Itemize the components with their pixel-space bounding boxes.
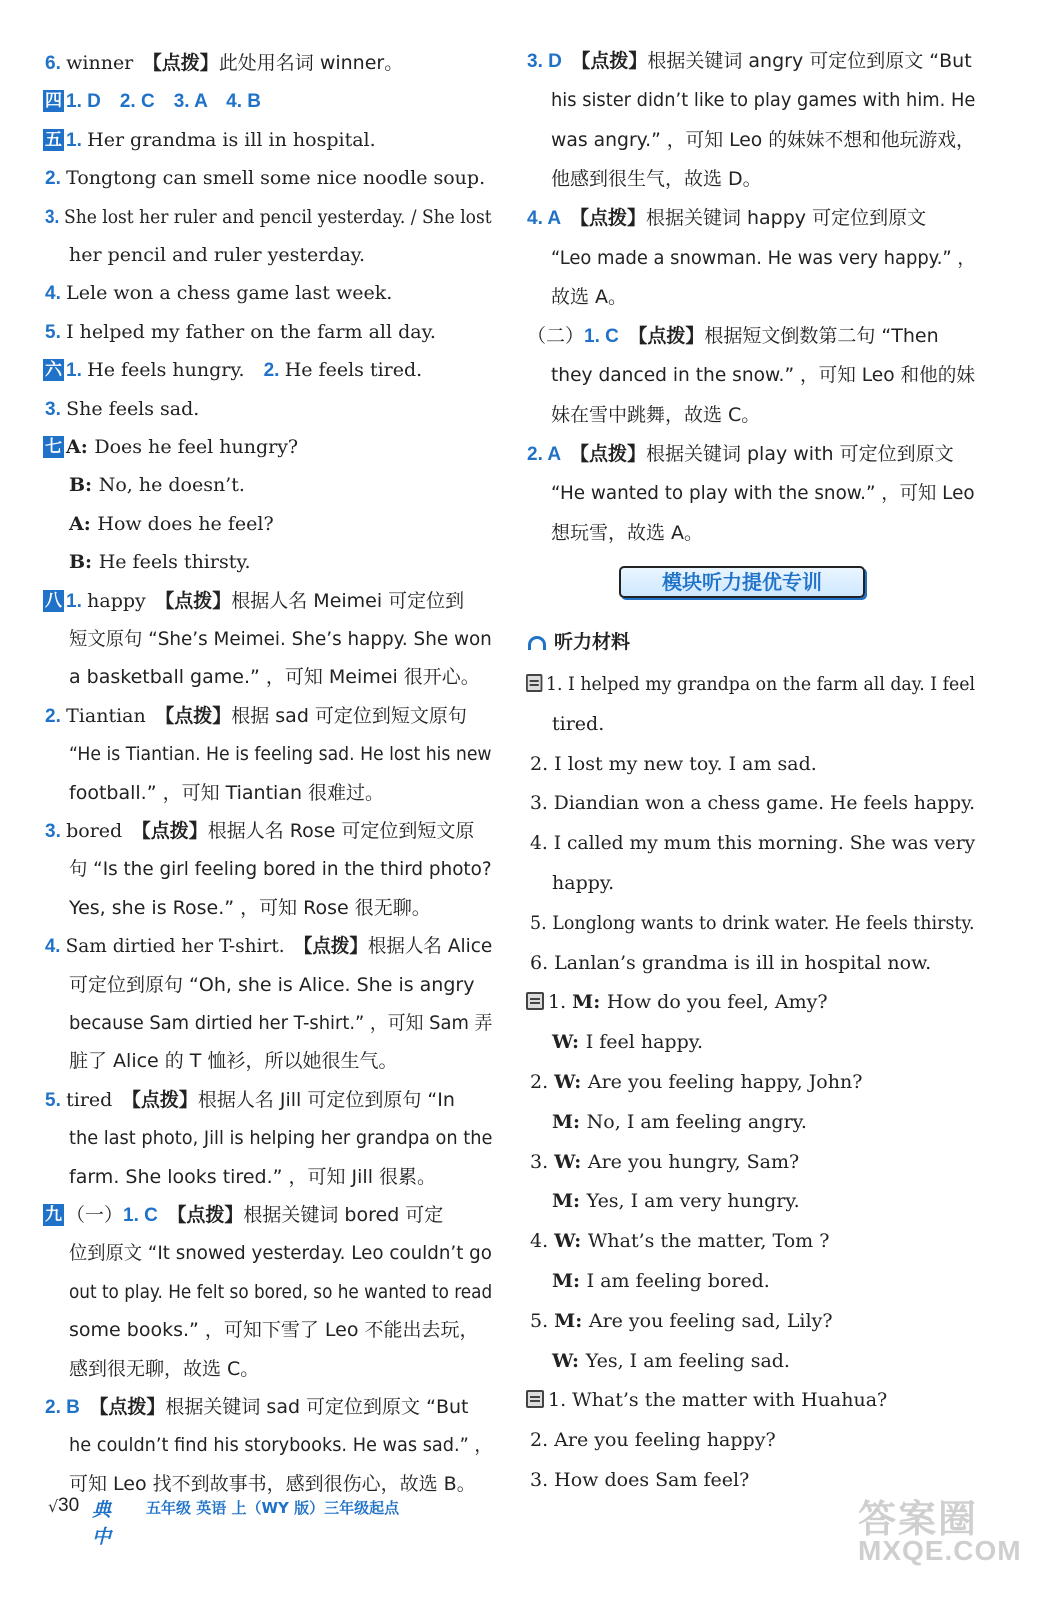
text-span: 脏了 Alice 的 T 恤衫，所以她很生气。 xyxy=(69,1050,398,1073)
question-group-icon xyxy=(526,1390,544,1408)
text-line xyxy=(69,1356,259,1382)
text-span: 1. xyxy=(66,360,88,382)
text-line xyxy=(552,1348,790,1374)
text-span: 4. xyxy=(45,283,67,305)
text-span: 【点拨】 xyxy=(152,52,219,74)
text-span: W: xyxy=(554,1150,588,1173)
text-span: 想玩雪，故选 A。 xyxy=(551,521,704,544)
text-span: 根据 sad 可定位到短文原句 xyxy=(231,704,467,727)
text-span: Her grandma is ill in hospital. xyxy=(87,128,376,151)
text-span: She lost her ruler and pencil yesterday. / She lost xyxy=(63,205,492,228)
text-line xyxy=(69,1279,492,1305)
text-span: 根据关键词 sad 可定位到原文 “But xyxy=(165,1396,469,1418)
text-span: 5. xyxy=(530,1309,555,1332)
text-span: some books.” ，可知下雪了 Leo 不能出去玩， xyxy=(69,1319,479,1342)
text-line xyxy=(69,780,384,806)
text-span: 3. xyxy=(530,1150,555,1173)
text-line xyxy=(43,357,422,384)
text-span: tired xyxy=(66,1088,132,1111)
text-span: 2. xyxy=(530,1071,555,1093)
text-span: Tongtong can smell some nice noodle soup. xyxy=(66,167,486,190)
text-line xyxy=(526,1387,887,1413)
text-line xyxy=(43,1202,443,1229)
text-span: “Leo made a snowman. He was very happy.” ， xyxy=(551,246,976,269)
text-line xyxy=(530,950,931,976)
text-line xyxy=(551,166,762,192)
text-line xyxy=(43,588,464,615)
text-span: I am feeling bored. xyxy=(586,1270,770,1292)
section-number-badge: 四 xyxy=(45,91,62,112)
text-span: W: xyxy=(554,1071,588,1093)
text-span: How does he feel? xyxy=(97,512,274,535)
text-span: 1. xyxy=(66,590,88,612)
text-line xyxy=(69,1164,436,1190)
watermark-url: MXQE.COM xyxy=(858,1535,1022,1566)
text-span: He feels tired. xyxy=(284,359,423,382)
text-line xyxy=(69,1048,397,1074)
text-span: 根据人名 Rose 可定位到短文原 xyxy=(207,820,475,842)
text-span: 6. Lanlan’s grandma is ill in hospital now. xyxy=(530,951,932,974)
text-span: football.” ，可知 Tiantian 很难过。 xyxy=(69,781,385,804)
text-span: M: xyxy=(572,991,607,1014)
text-span: tired. xyxy=(552,712,605,735)
text-span: 4. I called my mum this morning. She was very xyxy=(530,832,976,855)
text-line xyxy=(69,895,431,921)
text-line xyxy=(526,989,828,1015)
text-span: How do you feel, Amy? xyxy=(606,991,828,1014)
text-line xyxy=(45,280,392,307)
question-group-icon xyxy=(526,992,544,1010)
text-line xyxy=(530,1467,749,1493)
section-number-badge: 五 xyxy=(45,129,62,150)
text-span: 根据关键词 happy 可定位到原文 xyxy=(645,207,927,230)
text-span: M: xyxy=(552,1190,587,1213)
text-span: No, he doesn’t. xyxy=(98,474,245,497)
text-span: Lele won a chess game last week. xyxy=(66,282,393,305)
text-line xyxy=(527,323,939,350)
section-number-badge: 九 xyxy=(45,1205,62,1225)
text-span: 2. A xyxy=(527,444,580,465)
text-line xyxy=(552,1188,800,1214)
text-line xyxy=(551,362,975,388)
text-line xyxy=(530,751,817,777)
text-line xyxy=(551,127,975,153)
text-span: Are you hungry, Sam? xyxy=(587,1150,800,1173)
text-span: 4. xyxy=(45,936,66,958)
text-span: 2. Are you feeling happy? xyxy=(530,1429,776,1452)
text-span: 1. C xyxy=(123,1205,177,1226)
text-line xyxy=(69,1125,492,1151)
text-span: B: xyxy=(69,474,99,497)
text-span: 【点拨】 xyxy=(131,1088,198,1111)
text-span: 【点拨】 xyxy=(579,443,646,465)
text-line xyxy=(45,703,467,730)
text-span: W: xyxy=(552,1031,586,1054)
text-span: 5. xyxy=(45,1089,67,1111)
text-line xyxy=(69,1471,476,1497)
text-span: they danced in the snow.” ，可知 Leo 和他的妹 xyxy=(551,364,975,387)
text-span: 4. xyxy=(530,1230,555,1253)
text-span: I helped my father on the farm all day. xyxy=(66,320,436,343)
text-span: 他感到很生气，故选 D。 xyxy=(551,167,762,190)
text-span: Does he feel hungry? xyxy=(94,436,299,458)
text-line xyxy=(551,520,703,546)
text-line xyxy=(69,511,274,537)
text-span: 【点拨】 xyxy=(580,50,648,72)
text-line xyxy=(45,165,485,192)
text-span: 根据关键词 angry 可定位到原文 “But xyxy=(647,50,972,72)
text-line xyxy=(69,1317,479,1343)
text-span: She feels sad. xyxy=(66,397,200,420)
text-span: I feel happy. xyxy=(585,1031,704,1054)
text-span: 故选 A。 xyxy=(551,285,628,308)
text-line xyxy=(551,245,975,271)
text-line xyxy=(552,1029,703,1055)
headphones-icon xyxy=(528,636,546,650)
text-line xyxy=(69,1010,492,1036)
text-span: 根据人名 Jill 可定位到原句 “In xyxy=(197,1088,455,1111)
text-span: happy xyxy=(87,589,165,612)
text-span: her pencil and ruler yesterday. xyxy=(69,244,366,266)
question-group-icon xyxy=(526,674,542,692)
text-span: a basketball game.” ，可知 Meimei 很开心。 xyxy=(69,666,480,689)
text-span: 位到原文 “It snowed yesterday. Leo couldn’t go xyxy=(69,1242,492,1265)
text-line xyxy=(552,870,614,896)
text-line xyxy=(69,741,492,767)
brand-logo: 典中 xyxy=(92,1499,112,1548)
text-line xyxy=(527,441,954,468)
text-span: 3. xyxy=(45,821,67,842)
text-span: M: xyxy=(552,1270,587,1292)
text-span: 可定位到原句 “Oh, she is Alice. She is angry xyxy=(69,973,475,996)
text-span: 【点拨】 xyxy=(303,935,368,958)
text-span: 妹在雪中跳舞，故选 C。 xyxy=(551,403,761,426)
text-span: 2. I lost my new toy. I am sad. xyxy=(530,752,817,775)
text-line xyxy=(552,1109,807,1135)
listening-heading xyxy=(528,629,630,655)
text-span: 根据人名 Alice xyxy=(367,935,493,958)
text-span: 1. xyxy=(548,991,573,1014)
text-span: M: xyxy=(554,1309,589,1332)
text-line xyxy=(69,242,365,268)
text-span: “He wanted to play with the snow.” ，可知 Leo xyxy=(551,482,975,505)
text-line xyxy=(552,711,604,737)
text-line xyxy=(530,830,975,856)
text-line xyxy=(45,319,436,346)
text-line xyxy=(527,205,926,232)
text-span: He feels thirsty. xyxy=(98,551,251,574)
text-line xyxy=(530,1427,776,1453)
text-span: out to play. He felt so bored, so he wanted to read xyxy=(69,1280,493,1303)
text-span: （一） xyxy=(66,1204,124,1226)
text-span: 3. D xyxy=(527,51,581,72)
text-span: Yes, I am feeling sad. xyxy=(585,1349,790,1372)
text-span: What’s the matter, Tom ? xyxy=(587,1230,830,1253)
text-line xyxy=(45,1394,468,1421)
text-span: 2. B xyxy=(45,1397,99,1418)
text-span: 【点拨】 xyxy=(176,1204,244,1226)
text-line xyxy=(526,671,975,697)
text-span: He feels hungry. xyxy=(87,359,264,382)
text-line xyxy=(43,127,376,154)
text-span: Tiantian xyxy=(66,704,165,727)
text-span: 根据关键词 play with 可定位到原文 xyxy=(645,443,954,465)
text-span: W: xyxy=(552,1349,586,1372)
text-span: W: xyxy=(554,1230,588,1253)
text-span: his sister didn’t like to play games with him. He xyxy=(551,89,976,112)
text-line xyxy=(551,480,975,506)
text-line xyxy=(69,1432,492,1458)
text-span: Are you feeling happy, John? xyxy=(587,1071,863,1093)
text-span: （二） xyxy=(527,325,585,348)
text-span: winner xyxy=(66,52,153,74)
text-span: 2. xyxy=(45,705,67,727)
text-line xyxy=(69,972,474,998)
text-span: 此处用名词 winner。 xyxy=(218,52,404,74)
text-span: 句 “Is the girl feeling bored in the third photo? xyxy=(69,858,492,881)
text-span: 【点拨】 xyxy=(579,207,646,230)
text-line xyxy=(45,204,492,231)
text-span: 【点拨】 xyxy=(98,1396,166,1418)
text-line xyxy=(69,549,251,575)
text-line xyxy=(69,472,245,498)
text-line xyxy=(551,87,975,113)
text-span: 【点拨】 xyxy=(141,820,208,842)
text-span: 4. A xyxy=(527,208,580,230)
text-span: 可知 Leo 找不到故事书，感到很伤心，故选 B。 xyxy=(69,1472,476,1495)
section-number-badge: 七 xyxy=(45,437,62,457)
check-mark-icon: √ xyxy=(48,1497,59,1516)
watermark-logo: 答案圈 xyxy=(858,1497,979,1541)
text-span: Yes, she is Rose.” ，可知 Rose 很无聊。 xyxy=(69,896,431,919)
page-number: 30 xyxy=(58,1495,80,1516)
text-span: the last photo, Jill is helping her grandpa on the xyxy=(69,1127,493,1150)
text-span: 【点拨】 xyxy=(164,589,232,612)
section-number-badge: 六 xyxy=(45,360,62,381)
text-line xyxy=(530,790,975,816)
text-span: 根据短文倒数第二句 “Then xyxy=(704,325,939,348)
text-line xyxy=(527,48,972,75)
text-span: 3. How does Sam feel? xyxy=(530,1469,750,1491)
section-number-badge: 八 xyxy=(45,590,62,611)
text-line xyxy=(43,88,261,115)
text-line xyxy=(69,664,480,690)
text-line xyxy=(551,284,627,310)
text-span: Yes, I am very hungry. xyxy=(586,1190,800,1213)
text-span: farm. She looks tired.” ，可知 Jill 很累。 xyxy=(69,1165,437,1188)
text-span: 5. xyxy=(45,321,67,343)
text-span: 3. Diandian won a chess game. He feels happy. xyxy=(530,792,976,815)
text-span: B: xyxy=(69,551,99,574)
text-line xyxy=(552,1268,770,1294)
text-span: 根据人名 Meimei 可定位到 xyxy=(231,589,465,612)
text-span: 5. Longlong wants to drink water. He feels thirsty. xyxy=(530,911,975,934)
text-span: he couldn’t find his storybooks. He was sad.” ， xyxy=(69,1434,493,1457)
text-span: bored xyxy=(66,820,142,842)
text-line xyxy=(530,1308,833,1334)
section-banner: 模块听力提优专训 xyxy=(619,566,865,598)
text-line xyxy=(45,1087,455,1114)
text-line xyxy=(45,396,199,423)
text-span: 【点拨】 xyxy=(637,325,705,348)
text-span: 1. What’s the matter with Huahua? xyxy=(548,1389,888,1412)
text-span: 1. C xyxy=(584,326,638,348)
text-span: 2. xyxy=(45,168,67,190)
text-line xyxy=(69,626,492,652)
text-line xyxy=(530,910,975,936)
text-span: 3. xyxy=(45,398,67,420)
text-line xyxy=(45,50,403,77)
listening-heading-text: 听力材料 xyxy=(554,631,631,653)
text-span: A: xyxy=(66,436,95,458)
text-span: 感到很无聊，故选 C。 xyxy=(69,1357,260,1380)
text-span: 【点拨】 xyxy=(164,704,232,727)
text-span: happy. xyxy=(552,872,615,894)
text-span: because Sam dirtied her T-shirt.” ，可知 Sam 弄 xyxy=(69,1012,493,1034)
text-line xyxy=(45,818,474,845)
text-span: 1. D 2. C 3. A 4. B xyxy=(66,91,261,113)
text-span: 2. xyxy=(263,360,285,382)
text-span: 3. xyxy=(45,206,64,228)
text-line xyxy=(69,1240,492,1266)
text-span: 1. xyxy=(66,129,88,151)
text-span: was angry.” ，可知 Leo 的妹妹不想和他玩游戏， xyxy=(551,128,975,151)
text-span: 1. I helped my grandpa on the farm all day. I feel xyxy=(546,673,975,695)
text-span: No, I am feeling angry. xyxy=(586,1110,807,1133)
text-span: Are you feeling sad, Lily? xyxy=(588,1309,833,1332)
text-span: “He is Tiantian. He is feeling sad. He lost his new xyxy=(69,743,492,766)
text-line xyxy=(69,856,492,882)
text-line xyxy=(530,1228,829,1254)
text-line xyxy=(530,1069,862,1095)
text-span: 6. xyxy=(45,53,67,74)
text-span: M: xyxy=(552,1110,587,1133)
text-line xyxy=(530,1149,799,1175)
text-line xyxy=(551,402,760,428)
text-line xyxy=(45,933,492,960)
text-span: Sam dirtied her T-shirt. xyxy=(65,935,304,958)
text-span: A: xyxy=(69,512,98,535)
text-span: 根据关键词 bored 可定 xyxy=(243,1204,444,1226)
text-line xyxy=(43,434,298,460)
book-title: 五年级 英语 上（WY 版）三年级起点 xyxy=(146,1499,400,1517)
text-span: 短文原句 “She’s Meimei. She’s happy. She won xyxy=(69,628,492,650)
